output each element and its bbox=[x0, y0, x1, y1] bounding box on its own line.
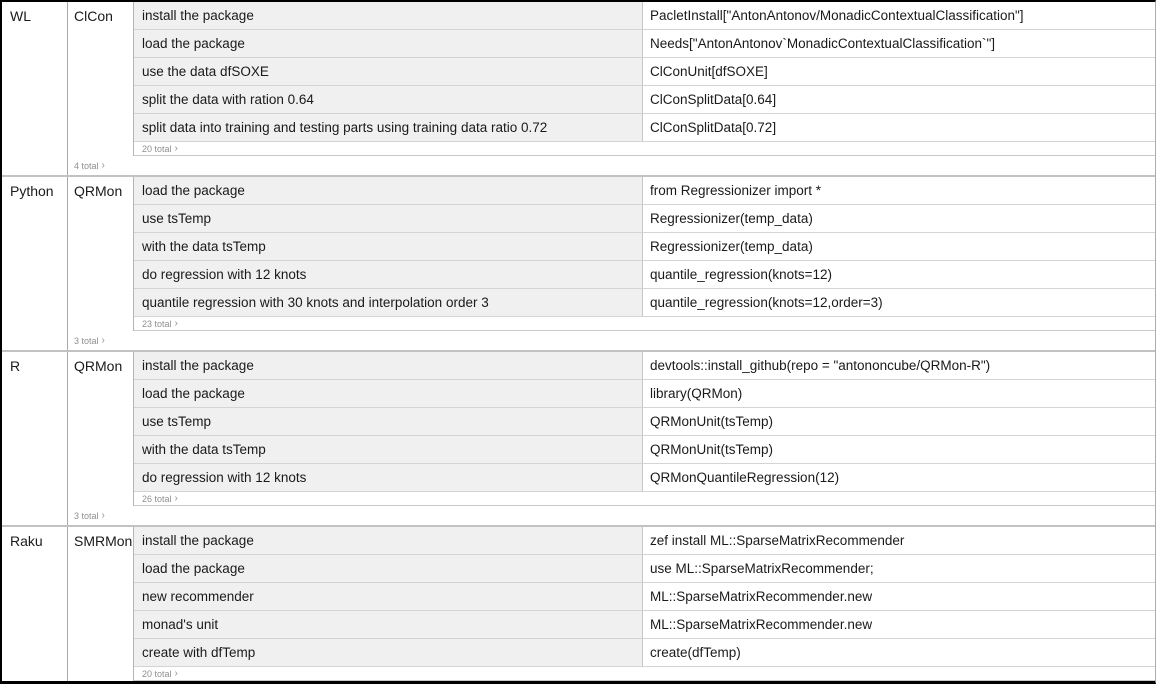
command-cell[interactable]: install the package bbox=[134, 352, 643, 380]
code-cell[interactable]: use ML::SparseMatrixRecommender; bbox=[643, 555, 1155, 583]
package-cell[interactable]: QRMon bbox=[68, 177, 134, 331]
command-table bbox=[134, 352, 1155, 506]
table-row bbox=[134, 289, 1155, 317]
code-cell[interactable]: create(dfTemp) bbox=[643, 639, 1155, 667]
package-row bbox=[68, 352, 1155, 506]
command-cell[interactable]: load the package bbox=[134, 555, 643, 583]
language-total-label: 3 total bbox=[74, 335, 99, 346]
expand-chevron-icon: › bbox=[101, 160, 105, 171]
language-group-body bbox=[68, 352, 1155, 525]
command-cell[interactable]: split data into training and testing parts using training data ratio 0.72 bbox=[134, 114, 643, 142]
package-cell[interactable]: ClCon bbox=[68, 2, 134, 156]
code-cell[interactable]: library(QRMon) bbox=[643, 380, 1155, 408]
language-total-label: 3 total bbox=[74, 510, 99, 521]
package-row bbox=[68, 527, 1155, 681]
command-cell[interactable]: do regression with 12 knots bbox=[134, 261, 643, 289]
expand-chevron-icon: › bbox=[174, 668, 178, 679]
code-cell[interactable]: devtools::install_github(repo = "antononcube/QRMon-R") bbox=[643, 352, 1155, 380]
expand-chevron-icon: › bbox=[174, 318, 178, 329]
table-row bbox=[134, 233, 1155, 261]
table-row bbox=[134, 352, 1155, 380]
expand-chevron-icon: › bbox=[174, 493, 178, 504]
table-row bbox=[134, 114, 1155, 142]
package-total-label: 20 total bbox=[142, 668, 172, 679]
command-cell[interactable]: install the package bbox=[134, 527, 643, 555]
language-group-body bbox=[68, 527, 1155, 681]
code-cell[interactable]: ML::SparseMatrixRecommender.new bbox=[643, 583, 1155, 611]
command-cell[interactable]: with the data tsTemp bbox=[134, 436, 643, 464]
package-total-footer[interactable] bbox=[134, 667, 1155, 681]
table-row bbox=[134, 177, 1155, 205]
table-row bbox=[134, 86, 1155, 114]
table-row bbox=[134, 464, 1155, 492]
language-cell[interactable]: Python bbox=[2, 177, 68, 350]
table-row bbox=[134, 205, 1155, 233]
package-row bbox=[68, 2, 1155, 156]
table-row bbox=[134, 408, 1155, 436]
table-row bbox=[134, 2, 1155, 30]
code-cell[interactable]: Regressionizer(temp_data) bbox=[643, 233, 1155, 261]
language-group bbox=[2, 527, 1155, 681]
language-group-body bbox=[68, 177, 1155, 350]
package-cell[interactable]: QRMon bbox=[68, 352, 134, 506]
language-cell[interactable]: R bbox=[2, 352, 68, 525]
language-total-footer[interactable] bbox=[68, 506, 1155, 525]
code-cell[interactable]: ML::SparseMatrixRecommender.new bbox=[643, 611, 1155, 639]
language-cell[interactable]: WL bbox=[2, 2, 68, 175]
table-row bbox=[134, 436, 1155, 464]
package-total-label: 20 total bbox=[142, 143, 172, 154]
command-cell[interactable]: with the data tsTemp bbox=[134, 233, 643, 261]
package-total-label: 23 total bbox=[142, 318, 172, 329]
expand-chevron-icon: › bbox=[101, 510, 105, 521]
table-row bbox=[134, 639, 1155, 667]
package-total-footer[interactable] bbox=[134, 142, 1155, 156]
language-group bbox=[2, 2, 1155, 177]
language-total-footer[interactable] bbox=[68, 156, 1155, 175]
command-cell[interactable]: load the package bbox=[134, 380, 643, 408]
command-table bbox=[134, 527, 1155, 681]
code-cell[interactable]: QRMonQuantileRegression(12) bbox=[643, 464, 1155, 492]
table-row bbox=[134, 583, 1155, 611]
table-row bbox=[134, 58, 1155, 86]
expand-chevron-icon: › bbox=[101, 335, 105, 346]
code-cell[interactable]: QRMonUnit(tsTemp) bbox=[643, 408, 1155, 436]
code-cell[interactable]: QRMonUnit(tsTemp) bbox=[643, 436, 1155, 464]
language-group-body bbox=[68, 2, 1155, 175]
command-cell[interactable]: load the package bbox=[134, 30, 643, 58]
command-cell[interactable]: new recommender bbox=[134, 583, 643, 611]
code-cell[interactable]: Regressionizer(temp_data) bbox=[643, 205, 1155, 233]
package-cell[interactable]: SMRMon bbox=[68, 527, 134, 681]
command-cell[interactable]: monad's unit bbox=[134, 611, 643, 639]
package-total-footer[interactable] bbox=[134, 492, 1155, 506]
package-total-footer[interactable] bbox=[134, 317, 1155, 331]
package-row bbox=[68, 177, 1155, 331]
language-cell[interactable]: Raku bbox=[2, 527, 68, 681]
expand-chevron-icon: › bbox=[174, 143, 178, 154]
package-total-label: 26 total bbox=[142, 493, 172, 504]
command-table bbox=[134, 177, 1155, 331]
command-cell[interactable]: install the package bbox=[134, 2, 643, 30]
language-group bbox=[2, 177, 1155, 352]
command-cell[interactable]: create with dfTemp bbox=[134, 639, 643, 667]
code-cell[interactable]: PacletInstall["AntonAntonov/MonadicContextualClassification"] bbox=[643, 2, 1155, 30]
command-cell[interactable]: use tsTemp bbox=[134, 205, 643, 233]
code-cell[interactable]: zef install ML::SparseMatrixRecommender bbox=[643, 527, 1155, 555]
table-row bbox=[134, 30, 1155, 58]
table-row bbox=[134, 261, 1155, 289]
code-cell[interactable]: quantile_regression(knots=12,order=3) bbox=[643, 289, 1155, 317]
code-cell[interactable]: ClConUnit[dfSOXE] bbox=[643, 58, 1155, 86]
command-cell[interactable]: load the package bbox=[134, 177, 643, 205]
command-cell[interactable]: use the data dfSOXE bbox=[134, 58, 643, 86]
table-row bbox=[134, 611, 1155, 639]
command-table bbox=[134, 2, 1155, 156]
code-cell[interactable]: ClConSplitData[0.72] bbox=[643, 114, 1155, 142]
command-cell[interactable]: do regression with 12 knots bbox=[134, 464, 643, 492]
code-cell[interactable]: quantile_regression(knots=12) bbox=[643, 261, 1155, 289]
language-group bbox=[2, 352, 1155, 527]
language-total-label: 4 total bbox=[74, 160, 99, 171]
table-row bbox=[134, 527, 1155, 555]
code-cell[interactable]: from Regressionizer import * bbox=[643, 177, 1155, 205]
command-cell[interactable]: quantile regression with 30 knots and interpolation order 3 bbox=[134, 289, 643, 317]
code-cell[interactable]: ClConSplitData[0.64] bbox=[643, 86, 1155, 114]
command-cell[interactable]: split the data with ration 0.64 bbox=[134, 86, 643, 114]
table-row bbox=[134, 380, 1155, 408]
table-row bbox=[134, 555, 1155, 583]
language-total-footer[interactable] bbox=[68, 331, 1155, 350]
command-cell[interactable]: use tsTemp bbox=[134, 408, 643, 436]
code-cell[interactable]: Needs["AntonAntonov`MonadicContextualClassification`"] bbox=[643, 30, 1155, 58]
